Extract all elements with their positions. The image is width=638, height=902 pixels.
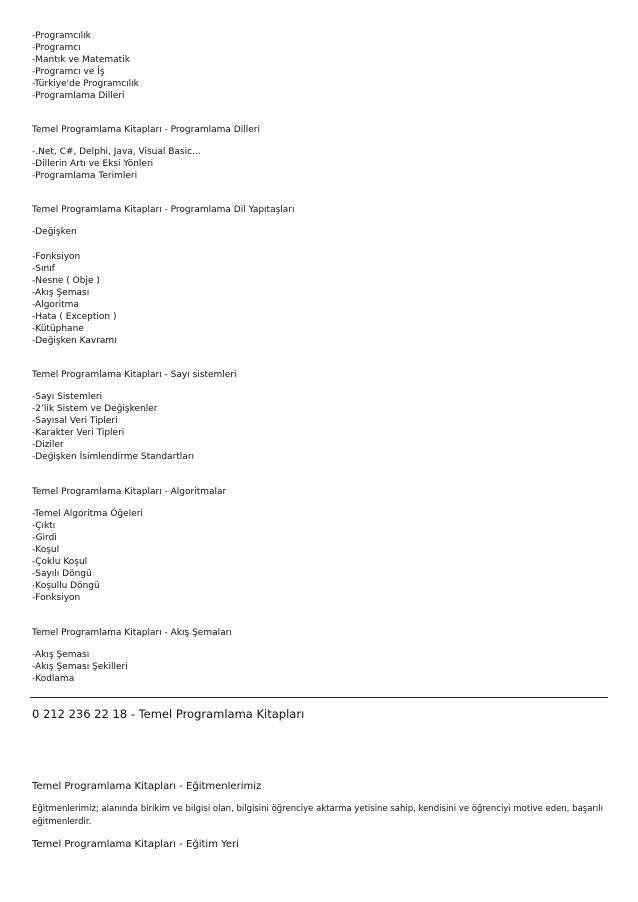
list-item: -Sayısal Veri Tipleri [32,416,118,426]
list-item: -Algoritma [32,300,79,310]
paragraph-text: Eğitmenlerimiz; alanında birikim ve bilgisi olan, bilgisini öğrenciye aktarma yetisine sahip, kendisini ve öğrenciyi motive eden, başarılı eğitmenlerdir. [32,804,604,827]
section-heading: Temel Programlama Kitapları - Eğitmenlerimiz [32,781,262,792]
list-item: -Değişken Kavramı [32,336,117,346]
section-heading: Temel Programlama Kitapları - Eğitim Yeri [32,839,239,850]
list-item: -Türkiye'de Programcılık [32,79,139,89]
list-item: -Karakter Veri Tipleri [32,428,125,438]
section-numbers [32,369,608,381]
list-item: -Akış Şeması [32,650,90,660]
list-item: -Programcı ve İş [32,67,105,77]
structures-lead [32,226,608,238]
list-item: -Programcılık [32,31,91,41]
list-item: -Dillerin Artı ve Eksi Yönleri [32,159,154,169]
algorithms-list [32,508,608,604]
list-item: -.Net, C#, Delphi, Java, Visual Basic... [32,147,201,157]
list-item: -Kodlama [32,674,75,684]
list-item: -Temel Algoritma Öğeleri [32,509,143,519]
section-heading: Temel Programlama Kitapları - Sayı sistemleri [32,370,237,380]
list-item: -Programcı [32,43,81,53]
list-item: -Akış Şeması [32,288,90,298]
list-item: -Programlama Dilleri [32,91,125,101]
list-item: -Fonksiyon [32,252,81,262]
list-item: -Sayı Sistemleri [32,392,103,402]
structures-list [32,251,608,347]
list-item: -Kütüphane [32,324,84,334]
list-item: -Çıktı [32,521,56,531]
section-heading: Temel Programlama Kitapları - Akış Şemaları [32,628,232,638]
list-item: -Diziler [32,440,64,450]
list-item: -Çoklu Koşul [32,557,88,567]
flowcharts-list [32,649,608,685]
intro-list [32,30,608,102]
section-structures [32,204,608,216]
list-item: -Fonksiyon [32,593,81,603]
section-heading: Temel Programlama Kitapları - Programlama Dilleri [32,125,260,135]
list-item: -Akış Şeması Şekilleri [32,662,128,672]
section-instructors [32,780,608,793]
list-item: -Koşul [32,545,60,555]
numbers-list [32,391,608,463]
list-item: -Değişken [32,227,77,237]
list-item: -2’lik Sistem ve Değişkenler [32,404,158,414]
instructors-paragraph [32,803,604,828]
list-item: -Sayılı Döngü [32,569,92,579]
list-item: -Programlama Terimleri [32,171,138,181]
list-item: -Nesne ( Obje ) [32,276,100,286]
section-heading: Temel Programlama Kitapları - Algoritmalar [32,487,227,497]
list-item: -Girdi [32,533,57,543]
list-item: -Mantık ve Matematik [32,55,130,65]
section-heading: Temel Programlama Kitapları - Programlama Dil Yapıtaşları [32,205,295,215]
list-item: -Sınıf [32,264,55,274]
contact-phone-heading: 0 212 236 22 18 - Temel Programlama Kitapları [32,707,305,721]
section-algorithms [32,486,608,498]
section-flowcharts [32,627,608,639]
list-item: -Hata ( Exception ) [32,312,117,322]
languages-list [32,146,608,182]
section-languages [32,124,608,136]
list-item: -Koşullu Döngü [32,581,100,591]
list-item: -Değişken İsimlendirme Standartları [32,452,195,462]
section-location [32,838,608,851]
horizontal-divider [30,697,608,698]
